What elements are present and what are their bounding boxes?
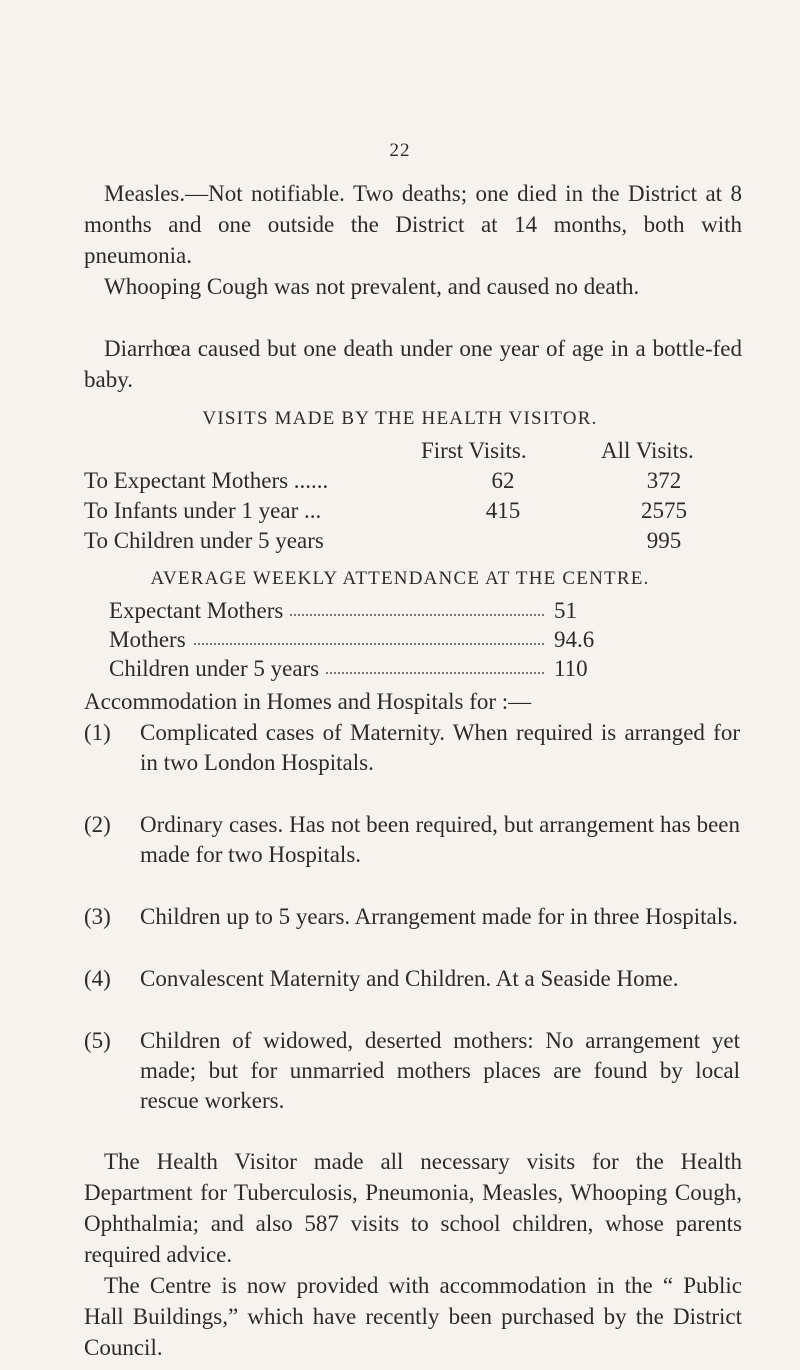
visits-row <box>84 468 744 498</box>
visits-row <box>84 498 744 528</box>
attendance-label: Mothers <box>109 627 192 652</box>
attendance-value: 51 <box>554 598 577 623</box>
page-number: 22 <box>389 140 411 161</box>
visits-row <box>84 528 744 558</box>
attendance-value: 110 <box>554 656 588 681</box>
item-number: (2) <box>84 812 111 837</box>
visits-row-label: To Infants under 1 year ... <box>84 498 322 523</box>
first-visits-header: First Visits. <box>421 438 527 463</box>
item-number: (5) <box>84 1028 111 1053</box>
item-text: Children of widowed, deserted mothers: No arrangement yet made; but for unmarried mothers places are found by local rescue workers. <box>140 1028 740 1113</box>
whooping-cough-paragraph: Whooping Cough was not prevalent, and caused no death. <box>104 274 640 299</box>
accommodation-intro: Accommodation in Homes and Hospitals for :— <box>84 689 532 714</box>
item-text: Children up to 5 years. Arrangement made for in three Hospitals. <box>140 904 738 929</box>
health-visitor-paragraph: The Health Visitor made all necessary visits for the Health Department for Tuberculosis, Pneumonia, Measles, Whooping Cough, Ophthalmia; and also 587 visits to school children, whose parents required advice. <box>84 1149 742 1267</box>
attendance-row <box>109 656 614 685</box>
attendance-label: Children under 5 years <box>109 656 325 681</box>
attendance-table <box>109 598 614 685</box>
visits-header-row <box>84 438 744 468</box>
measles-paragraph: Measles.—Not notifiable. Two deaths; one died in the District at 8 months and one outside the District at 14 months, both with pneumonia. <box>84 181 742 268</box>
item-number: (3) <box>84 904 111 929</box>
item-number: (4) <box>84 966 111 991</box>
visits-row-first: 415 <box>485 498 521 523</box>
item-text: Complicated cases of Maternity. When required is arranged for in two London Hospitals. <box>140 720 740 775</box>
attendance-label: Expectant Mothers <box>109 598 289 623</box>
item-text: Convalescent Maternity and Children. At a Seaside Home. <box>140 966 679 991</box>
visits-row-all: 995 <box>646 528 682 553</box>
item-text: Ordinary cases. Has not been required, but arrangement has been made for two Hospitals. <box>140 812 740 867</box>
attendance-row <box>109 598 614 627</box>
attendance-row <box>109 627 614 656</box>
item-number: (1) <box>84 720 111 745</box>
visits-table <box>84 438 744 558</box>
visits-row-first: 62 <box>491 468 515 493</box>
visits-row-label: To Expectant Mothers ...... <box>84 468 329 493</box>
centre-paragraph: The Centre is now provided with accommodation in the “ Public Hall Buildings,” which have recently been purchased by the District Council. <box>84 1273 742 1360</box>
attendance-value: 94.6 <box>554 627 595 652</box>
all-visits-header: All Visits. <box>601 438 694 463</box>
visits-row-all: 372 <box>646 468 682 493</box>
visits-row-all: 2575 <box>641 498 687 523</box>
attendance-heading: AVERAGE WEEKLY ATTENDANCE AT THE CENTRE. <box>150 568 650 589</box>
visits-row-label: To Children under 5 years <box>84 528 324 553</box>
diarrhoea-paragraph: Diarrhœa caused but one death under one year of age in a bottle-fed baby. <box>84 336 742 392</box>
visits-heading: VISITS MADE BY THE HEALTH VISITOR. <box>202 408 598 429</box>
